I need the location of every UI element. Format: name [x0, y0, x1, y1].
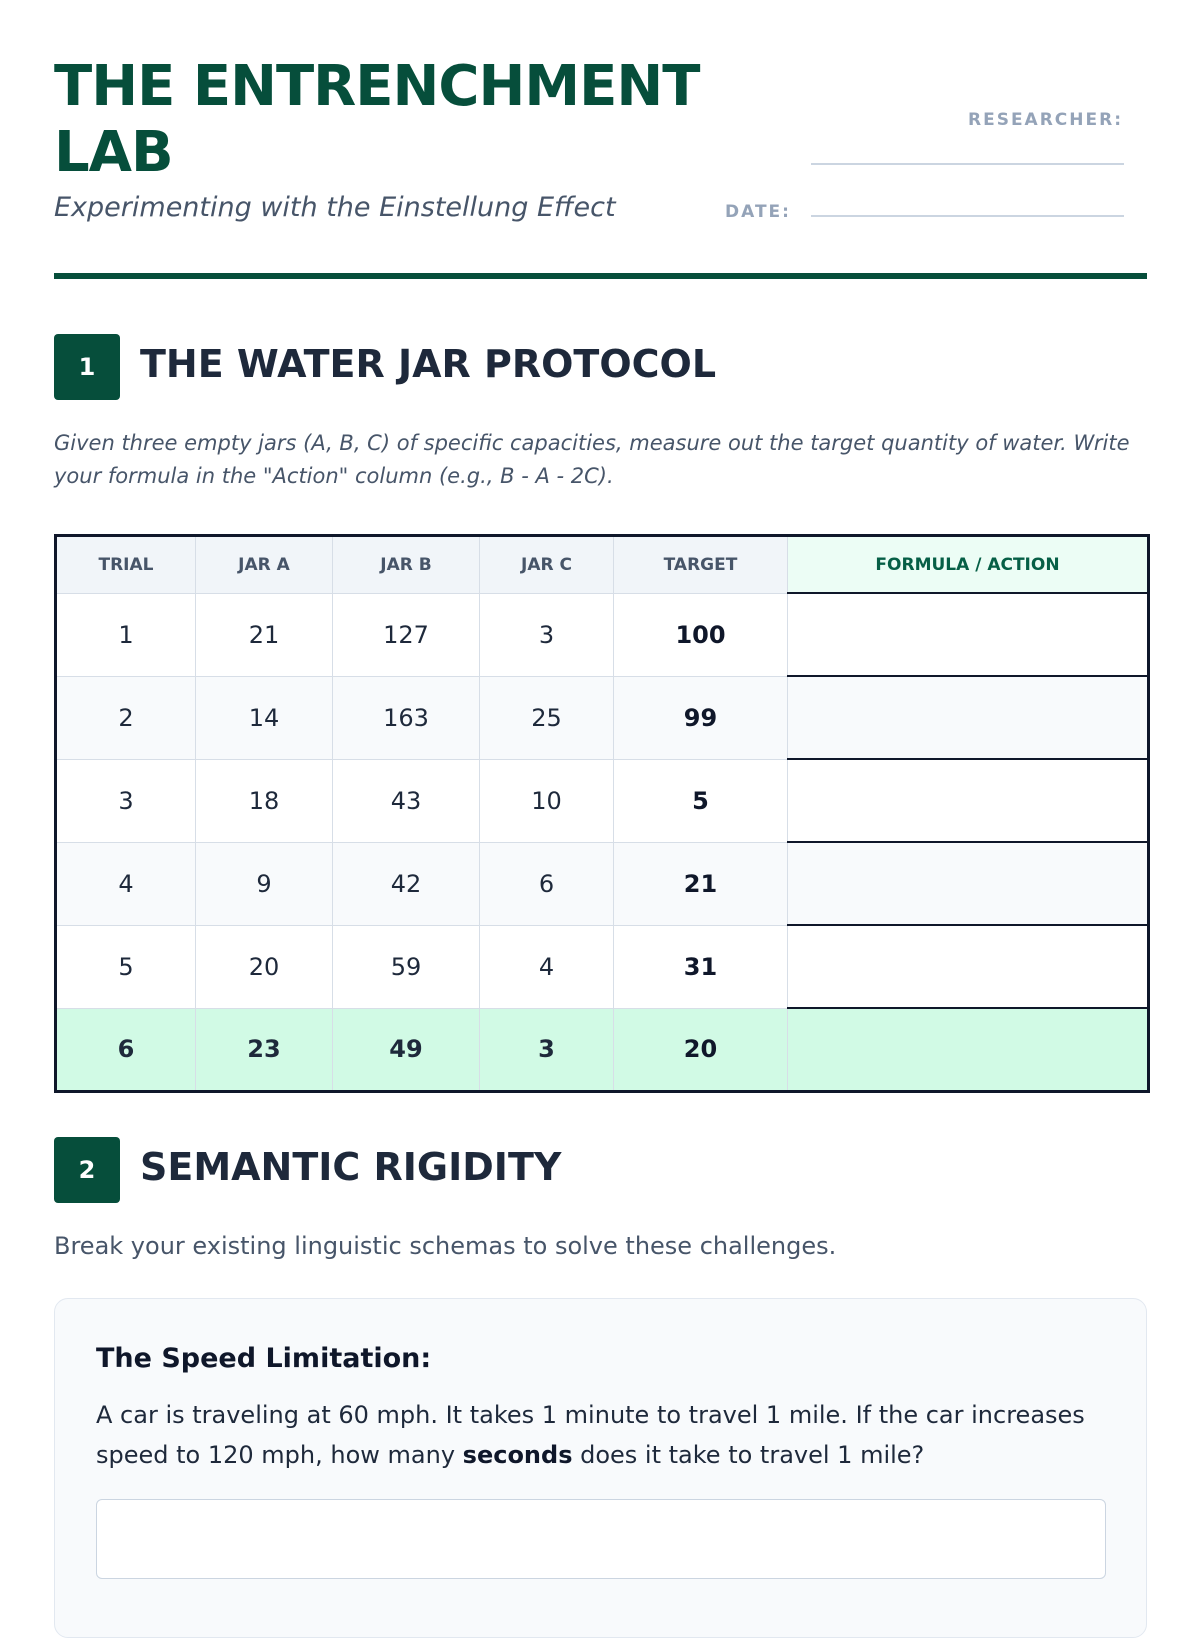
- column-header-jar-a: JAR A: [196, 536, 333, 594]
- formula-input-cell[interactable]: [788, 925, 1149, 1008]
- section-instructions: Given three empty jars (A, B, C) of specific capacities, measure out the target quantity of water. Write your formula in the "Action" column (e.g., B - A - 2C).: [54, 431, 1130, 488]
- question-emphasis: seconds: [462, 1441, 573, 1469]
- jar-a-cell: 18: [196, 759, 333, 842]
- jar-b-cell: 59: [333, 925, 480, 1008]
- page-title: THE ENTRENCHMENT LAB: [54, 54, 700, 185]
- column-header-formula: FORMULA / ACTION: [788, 536, 1149, 594]
- researcher-field[interactable]: [811, 163, 1124, 165]
- jar-a-cell: 23: [196, 1008, 333, 1092]
- puzzle-question: [96, 1395, 1106, 1475]
- target-cell: 5: [614, 759, 788, 842]
- jar-a-cell: 14: [196, 676, 333, 759]
- jar-c-cell: 25: [480, 676, 614, 759]
- date-field[interactable]: [811, 215, 1124, 217]
- table-row: [56, 676, 1149, 759]
- formula-input-cell[interactable]: [788, 676, 1149, 759]
- jar-a-cell: 21: [196, 593, 333, 676]
- jar-c-cell: 6: [480, 842, 614, 925]
- trial-cell: 1: [56, 593, 196, 676]
- answer-input[interactable]: [96, 1499, 1106, 1579]
- jar-b-cell: 42: [333, 842, 480, 925]
- trial-cell: 3: [56, 759, 196, 842]
- table-header-row: [56, 536, 1149, 594]
- trial-cell: 6: [56, 1008, 196, 1092]
- table-row-critical: [56, 1008, 1149, 1092]
- jar-c-cell: 3: [480, 1008, 614, 1092]
- jar-c-cell: 10: [480, 759, 614, 842]
- table-row: [56, 759, 1149, 842]
- section-title: THE WATER JAR PROTOCOL: [140, 342, 717, 386]
- trial-cell: 5: [56, 925, 196, 1008]
- target-cell: 100: [614, 593, 788, 676]
- header-divider: [54, 273, 1147, 279]
- target-cell: 31: [614, 925, 788, 1008]
- trial-cell: 4: [56, 842, 196, 925]
- jar-a-cell: 9: [196, 842, 333, 925]
- water-jar-table: [54, 534, 1150, 1093]
- jar-c-cell: 3: [480, 593, 614, 676]
- jar-a-cell: 20: [196, 925, 333, 1008]
- jar-b-cell: 163: [333, 676, 480, 759]
- date-label: DATE:: [725, 202, 791, 222]
- target-cell: 21: [614, 842, 788, 925]
- section-instructions: Break your existing linguistic schemas to solve these challenges.: [54, 1232, 837, 1260]
- column-header-target: TARGET: [614, 536, 788, 594]
- jar-c-cell: 4: [480, 925, 614, 1008]
- jar-b-cell: 49: [333, 1008, 480, 1092]
- jar-b-cell: 127: [333, 593, 480, 676]
- question-text-end: does it take to travel 1 mile?: [572, 1441, 925, 1469]
- trial-cell: 2: [56, 676, 196, 759]
- formula-input-cell[interactable]: [788, 593, 1149, 676]
- section-title: SEMANTIC RIGIDITY: [140, 1145, 562, 1189]
- column-header-trial: TRIAL: [56, 536, 196, 594]
- section-number-badge: 2: [54, 1137, 120, 1203]
- target-cell: 99: [614, 676, 788, 759]
- question-text-start: A car is traveling at 60 mph. It takes 1 minute to travel 1 mile. If the car increases speed to 120 mph, how many: [96, 1401, 1085, 1469]
- target-cell: 20: [614, 1008, 788, 1092]
- researcher-label: RESEARCHER:: [968, 110, 1124, 130]
- page-subtitle: Experimenting with the Einstellung Effect: [54, 192, 616, 223]
- table-row: [56, 593, 1149, 676]
- column-header-jar-b: JAR B: [333, 536, 480, 594]
- section-number-badge: 1: [54, 334, 120, 400]
- column-header-jar-c: JAR C: [480, 536, 614, 594]
- formula-input-cell[interactable]: [788, 1008, 1149, 1092]
- table-row: [56, 925, 1149, 1008]
- table-row: [56, 842, 1149, 925]
- puzzle-card: [54, 1298, 1147, 1638]
- formula-input-cell[interactable]: [788, 842, 1149, 925]
- formula-input-cell[interactable]: [788, 759, 1149, 842]
- puzzle-title: The Speed Limitation:: [96, 1343, 432, 1374]
- jar-b-cell: 43: [333, 759, 480, 842]
